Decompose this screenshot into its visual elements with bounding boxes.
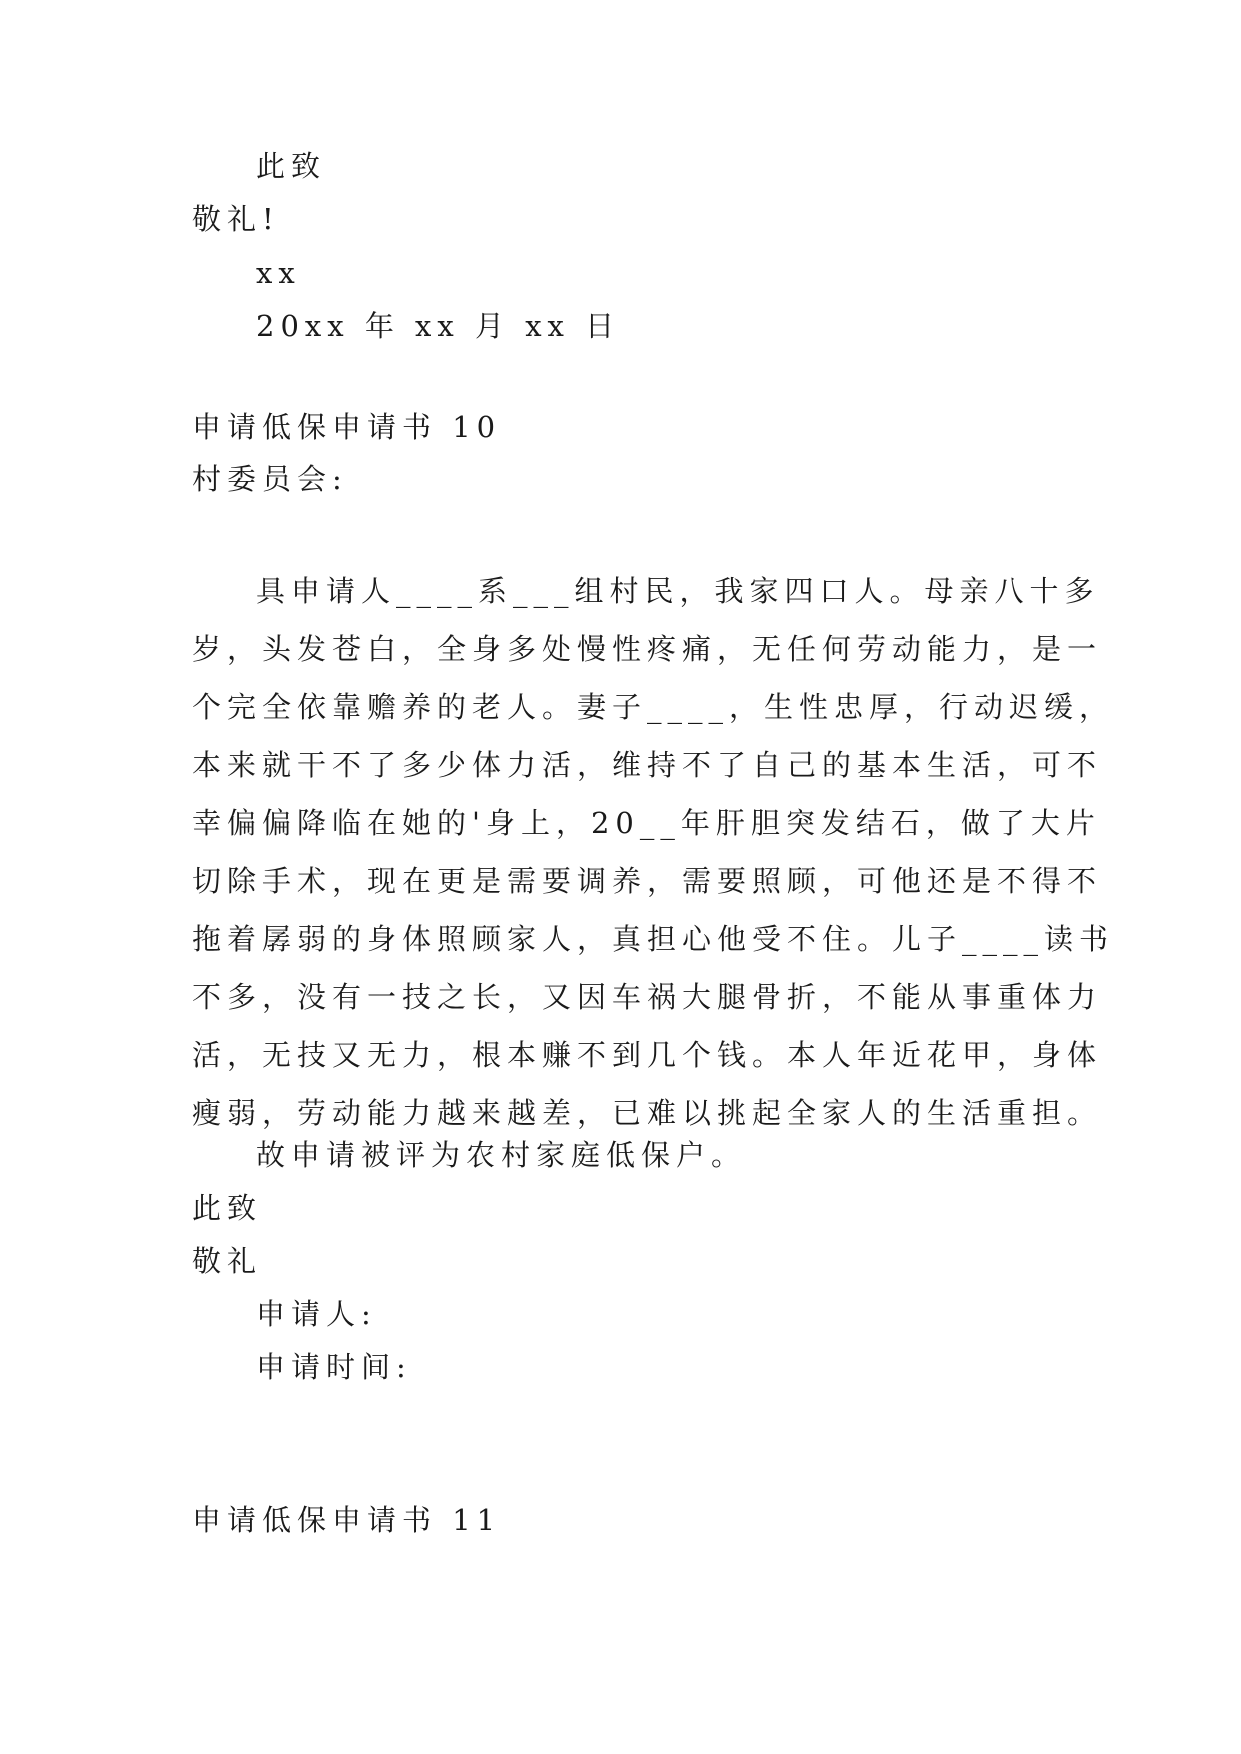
section-11-title: 申请低保申请书 11 [192, 1503, 502, 1537]
section-10-title: 申请低保申请书 10 [192, 410, 502, 444]
body-line: 切除手术，现在更是需要调养，需要照顾，可他还是不得不 [192, 864, 1103, 898]
section-10-jing-li: 敬礼 [192, 1244, 263, 1278]
closing-jing-li: 敬礼! [192, 202, 280, 236]
body-line: 岁，头发苍白，全身多处慢性疼痛，无任何劳动能力，是一 [192, 632, 1103, 666]
body-line: 本来就干不了多少体力活，维持不了自己的基本生活，可不 [192, 748, 1103, 782]
signature-date: 20xx 年 xx 月 xx 日 [256, 309, 621, 343]
section-10-body [192, 562, 1115, 1142]
signature-name: xx [256, 256, 301, 290]
body-line: 不多，没有一技之长，又因车祸大腿骨折，不能从事重体力 [192, 980, 1103, 1014]
section-10-ci-zhi: 此致 [192, 1191, 263, 1225]
closing-ci-zhi: 此致 [256, 149, 327, 183]
section-10-request: 故申请被评为农村家庭低保户。 [256, 1138, 747, 1172]
body-line: 活，无技又无力，根本赚不到几个钱。本人年近花甲，身体 [192, 1038, 1103, 1072]
body-line: 个完全依靠赡养的老人。妻子____，生性忠厚，行动迟缓， [192, 690, 1115, 724]
body-line: 瘦弱，劳动能力越来越差，已难以挑起全家人的生活重担。 [192, 1096, 1103, 1130]
section-10-salutation: 村委员会: [192, 462, 348, 496]
body-line: 具申请人____系___组村民，我家四口人。母亲八十多 [256, 574, 1100, 608]
body-line: 幸偏偏降临在她的'身上，20__年肝胆突发结石，做了大片 [192, 806, 1101, 840]
application-time-label: 申请时间: [256, 1350, 412, 1384]
applicant-label: 申请人: [256, 1297, 377, 1331]
body-line: 拖着孱弱的身体照顾家人，真担心他受不住。儿子____读书 [192, 922, 1115, 956]
